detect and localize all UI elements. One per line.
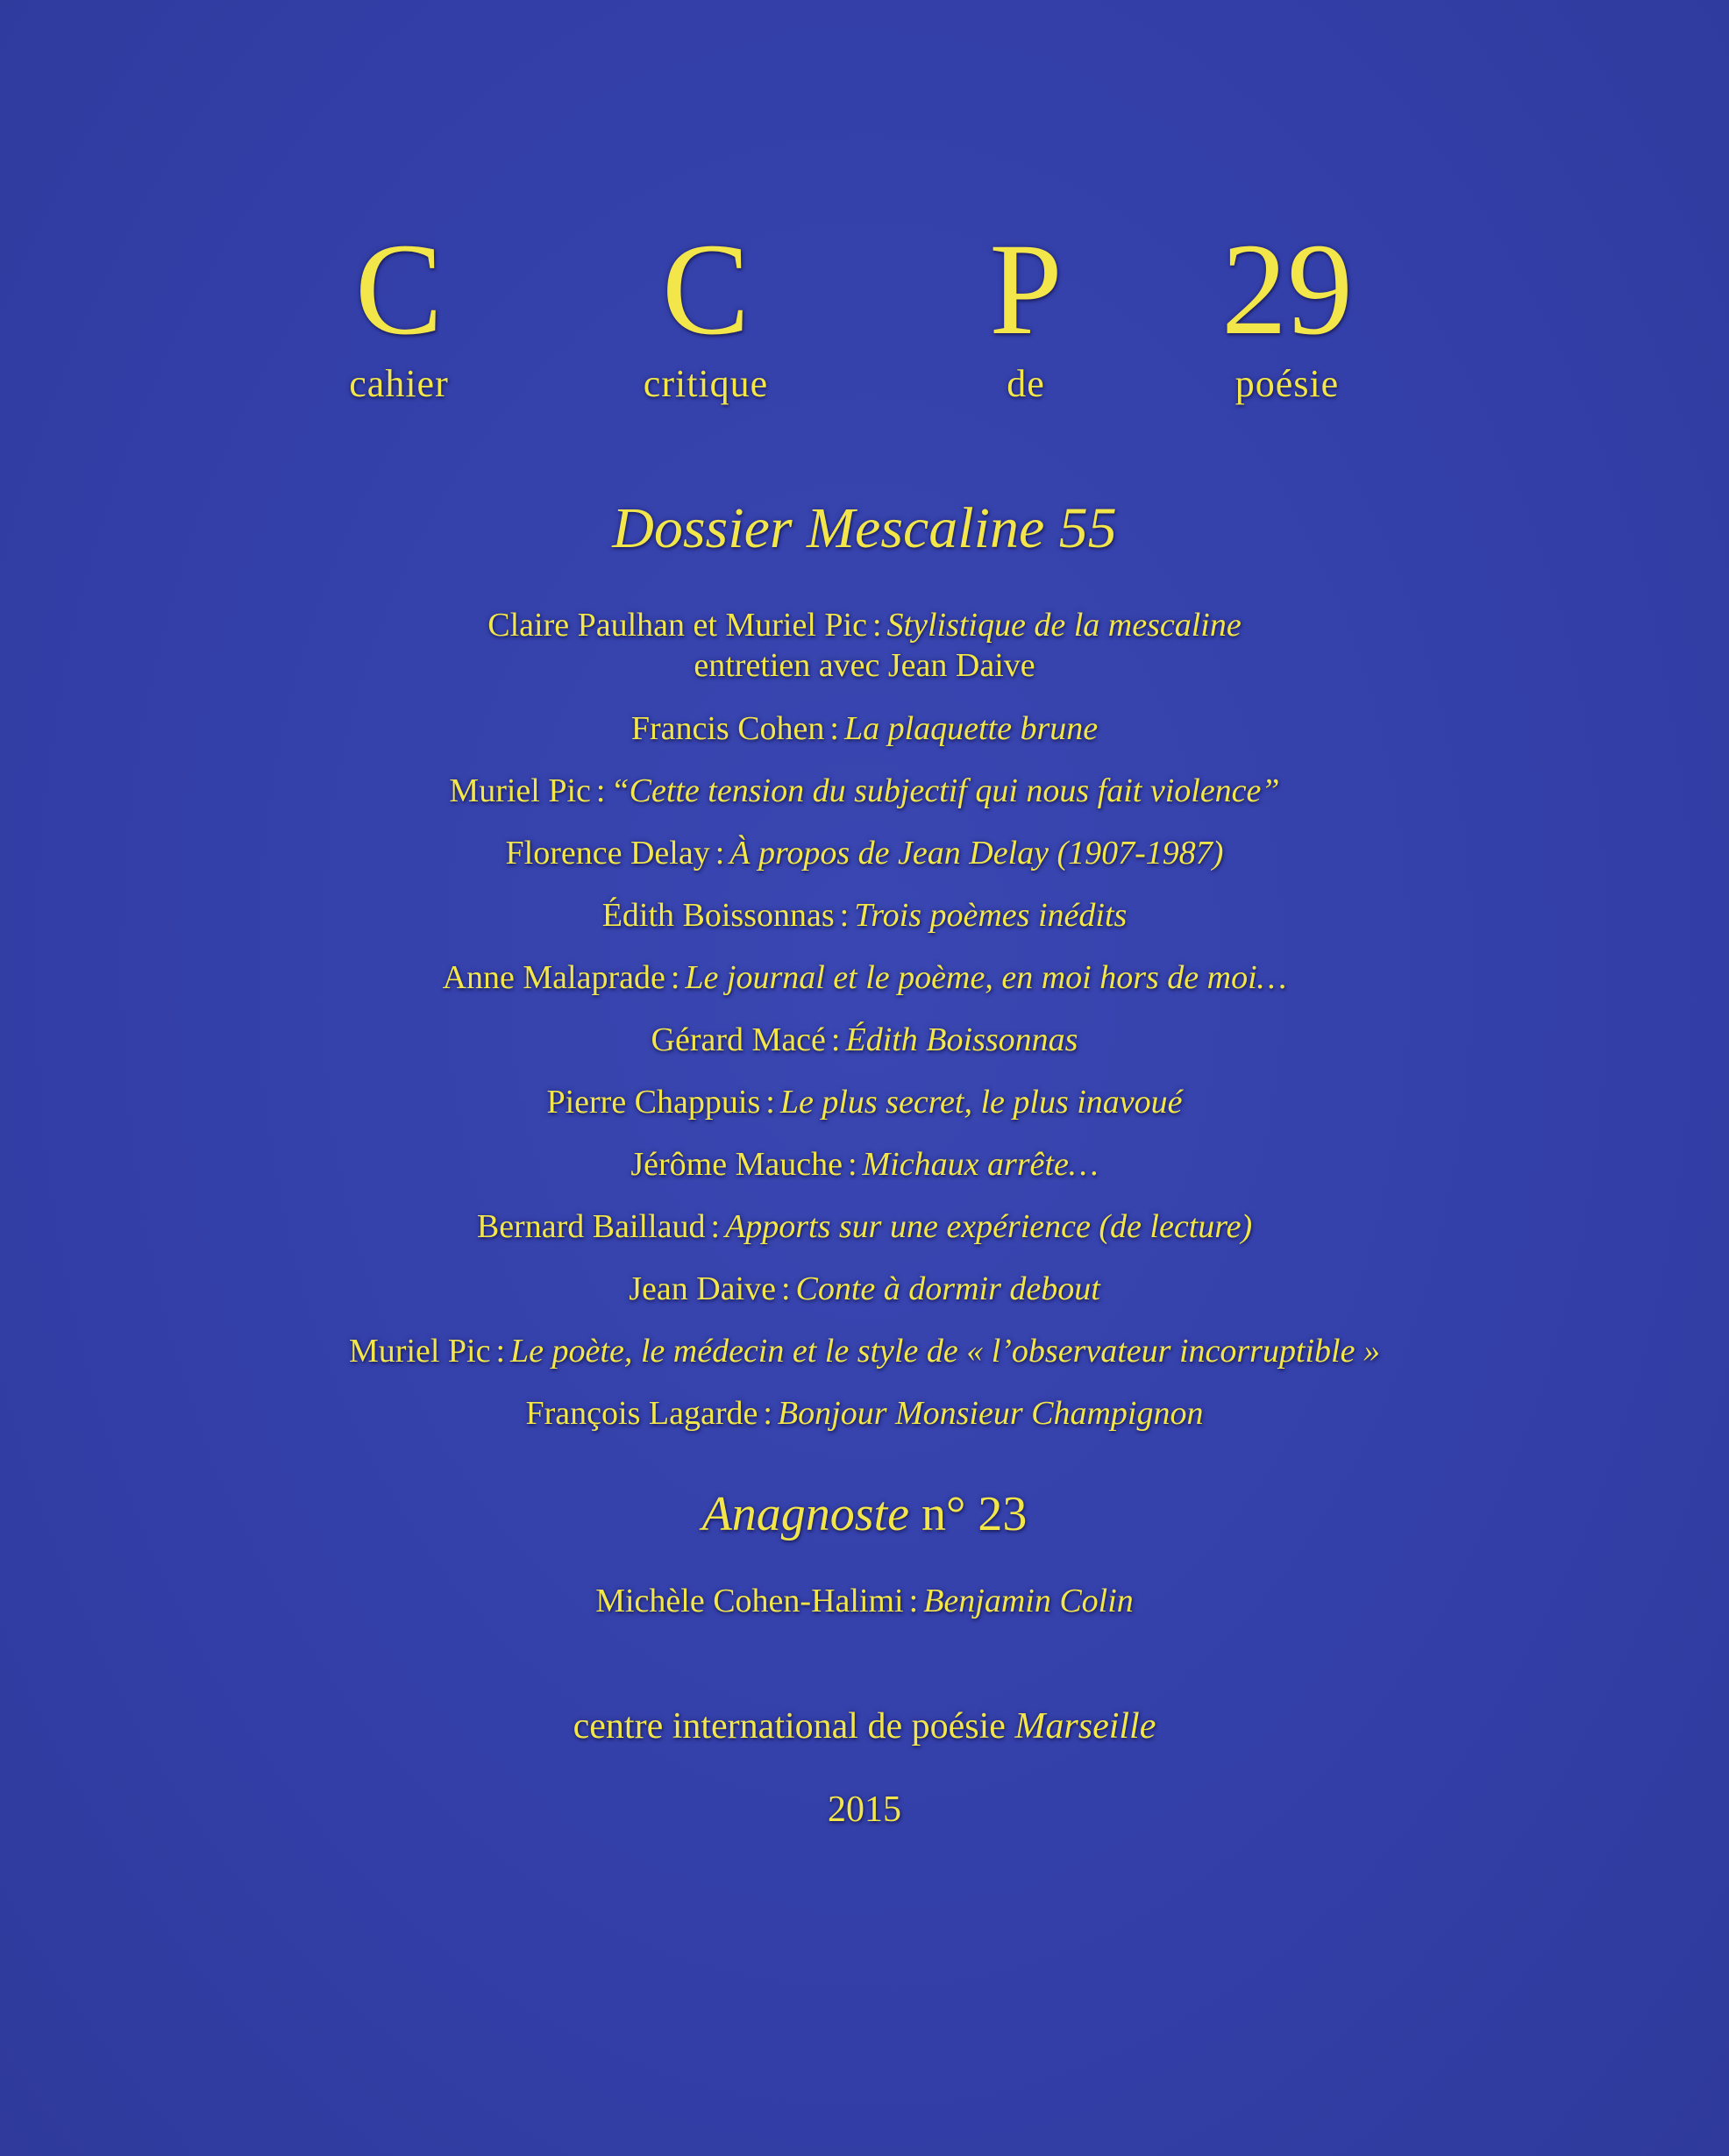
toc-entry: [0, 1581, 1729, 1643]
publisher: [0, 1705, 1729, 1747]
toc-work-title: À propos de Jean Delay (1907-1987): [729, 835, 1224, 872]
publisher-city: Marseille: [1014, 1706, 1156, 1747]
toc-work-title: Trois poèmes inédits: [854, 897, 1128, 934]
toc-author: François Lagarde: [525, 1395, 758, 1432]
toc-work-title: Stylistique de la mescaline: [886, 607, 1242, 644]
toc-entry: [0, 1393, 1729, 1455]
toc-author: Florence Delay: [505, 835, 710, 872]
toc-work-title: Le journal et le poème, en moi hors de moi…: [685, 959, 1287, 996]
toc-work-title: “Cette tension du subjectif qui nous fait violence”: [610, 772, 1280, 809]
masthead-letter-p: P: [989, 217, 1063, 362]
toc-entry: [0, 1269, 1729, 1331]
toc-work-title: La plaquette brune: [843, 710, 1099, 747]
toc-author: Muriel Pic: [449, 772, 591, 809]
toc-entry: [0, 1206, 1729, 1269]
masthead: [0, 217, 1729, 425]
dossier-title: Dossier Mescaline 55: [612, 496, 1117, 560]
toc-author: Édith Boissonnas: [601, 897, 835, 934]
toc-author: Pierre Chappuis: [546, 1084, 761, 1121]
toc-separator: :: [715, 835, 725, 872]
toc-author: Jean Daive: [629, 1270, 776, 1307]
toc-author: Bernard Baillaud: [476, 1208, 706, 1245]
toc-work-title: Apports sur une expérience (de lecture): [725, 1208, 1253, 1245]
anagnoste-title-number: n° 23: [921, 1487, 1028, 1541]
masthead-word-poesie: poésie: [1234, 362, 1340, 405]
toc-author: Michèle Cohen-Halimi: [595, 1583, 904, 1619]
toc-work-title: Le plus secret, le plus inavoué: [779, 1084, 1183, 1121]
masthead-word-de: de: [1007, 362, 1045, 405]
toc-separator: :: [780, 1270, 791, 1307]
toc-entry: [0, 833, 1729, 895]
masthead-word-cahier: cahier: [349, 362, 449, 405]
masthead-issue-number: 29: [1221, 217, 1353, 362]
toc-entry: [0, 1144, 1729, 1206]
toc-entry: [0, 1082, 1729, 1144]
toc-author: Claire Paulhan et Muriel Pic: [487, 607, 867, 644]
toc-author: Muriel Pic: [349, 1333, 491, 1370]
toc-separator: :: [872, 607, 882, 644]
anagnoste-title-name: Anagnoste: [701, 1487, 909, 1541]
masthead-letter-c1: C: [354, 217, 444, 362]
toc-work-title: Benjamin Colin: [923, 1583, 1134, 1619]
publisher-name: centre international de poésie: [573, 1706, 1006, 1747]
toc-separator: :: [595, 772, 606, 809]
toc-entry: [0, 605, 1729, 708]
toc-separator: :: [710, 1208, 721, 1245]
toc-separator: :: [763, 1395, 772, 1432]
toc-separator: :: [839, 897, 850, 934]
toc-separator: :: [829, 710, 839, 747]
masthead-column-1: [294, 217, 504, 406]
anagnoste-title: [0, 1486, 1729, 1542]
toc-separator: :: [765, 1084, 775, 1121]
toc-work-title: Michaux arrête…: [862, 1146, 1099, 1183]
masthead-column-4: [1182, 217, 1392, 406]
toc-work-title: Édith Boissonnas: [845, 1021, 1078, 1058]
toc-work-title: Bonjour Monsieur Champignon: [777, 1395, 1204, 1432]
toc-entry: [0, 1331, 1729, 1393]
toc-separator: :: [908, 1583, 919, 1619]
toc-author: Gérard Macé: [651, 1021, 826, 1058]
toc-work-title: Le poète, le médecin et le style de « l’observateur incorruptible »: [510, 1333, 1380, 1370]
toc-entry: [0, 708, 1729, 771]
toc-separator: :: [495, 1333, 506, 1370]
toc-author: Francis Cohen: [630, 710, 825, 747]
toc-entry: [0, 895, 1729, 957]
toc-separator: :: [847, 1146, 857, 1183]
toc-subline: entretien avec Jean Daive: [694, 647, 1035, 684]
toc-separator: :: [670, 959, 680, 996]
toc-work-title: Conte à dormir debout: [795, 1270, 1100, 1307]
masthead-word-critique: critique: [643, 362, 769, 405]
toc-author: Jérôme Mauche: [630, 1146, 843, 1183]
toc-separator: :: [830, 1021, 841, 1058]
anagnoste-contents: [0, 1581, 1729, 1643]
toc-entry: [0, 957, 1729, 1020]
masthead-column-3: [921, 217, 1131, 406]
toc-author: Anne Malaprade: [442, 959, 665, 996]
publication-year: 2015: [828, 1790, 901, 1830]
masthead-column-2: [601, 217, 811, 406]
toc-entry: [0, 1020, 1729, 1082]
toc-entry: [0, 771, 1729, 833]
masthead-letter-c2: C: [661, 217, 751, 362]
table-of-contents: [0, 605, 1729, 1455]
